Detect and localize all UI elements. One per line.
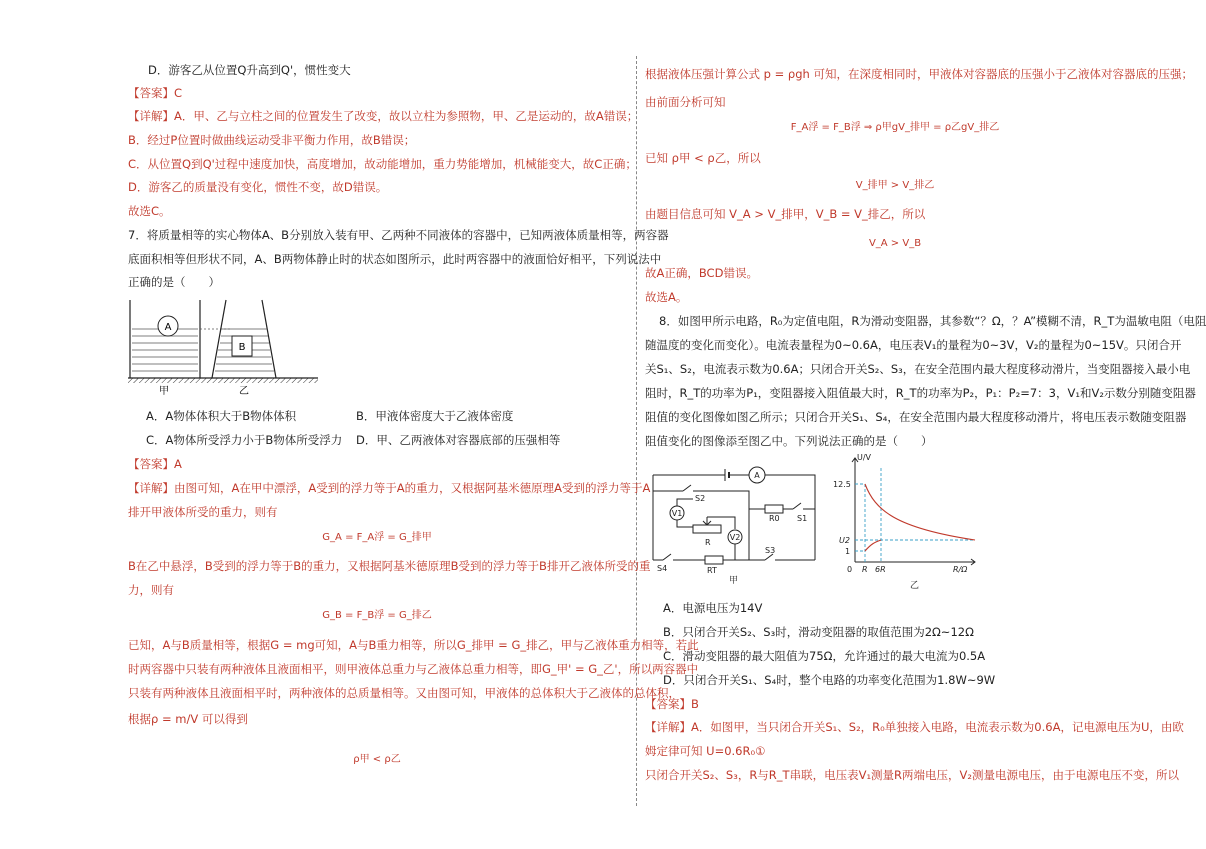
curve-v2 <box>865 540 881 551</box>
q8-stem-4: 阻时，R_T的功率为P₁，变阻器接入阻值最大时，R_T的功率为P₂，P₁：P₂=7：3，V₁和V₂示数分别随变阻器 <box>645 386 1196 400</box>
q8-stem-5: 阻值的变化图像如图乙所示；只闭合开关S₁、S₄，在安全范围内最大程度移动滑片，将电压表示数随变阻器 <box>645 410 1187 424</box>
q8-option-b: B．只闭合开关S₂、S₃时，滑动变阻器的取值范围为2Ω~12Ω <box>663 625 974 639</box>
ammeter-label: A <box>754 471 760 480</box>
q8-answer: 【答案】B <box>645 697 699 711</box>
q7-detail-pressure: 根据液体压强计算公式 p = ρgh 可知，在深度相同时，甲液体对容器底的压强小于乙液体对容器底的压强； <box>645 67 1193 81</box>
q8-detail-3: 只闭合开关S₂、S₃，R与R_T串联，电压表V₁测量R两端电压，V₂测量电源电压，由于电源电压不变，所以 <box>645 768 1180 782</box>
thermistor-rt-label: RT <box>707 566 717 575</box>
switch-s3-label: S3 <box>765 546 776 555</box>
q8-option-c: C．滑动变阻器的最大阻值为75Ω，允许通过的最大电流为0.5A <box>663 649 986 663</box>
rheostat-r-label: R <box>705 538 711 547</box>
q7-stem-1: 7．将质量相等的实心物体A、B分别放入装有甲、乙两种不同液体的容器中，已知两液体质量相等，两容器 <box>128 228 669 242</box>
tick-12-5: 12.5 <box>833 480 851 489</box>
q6-detail-d: D．游客乙的质量没有变化，惯性不变，故D错误。 <box>128 180 388 194</box>
q7-option-b: B．甲液体密度大于乙液体密度 <box>356 409 514 423</box>
q8-detail-1: 【详解】A．如图甲，当只闭合开关S₁、S₂，R₀单独接入电路，电流表示数为0.6A，记电源电压为U，由欧 <box>645 720 1184 734</box>
q6-answer: 【答案】C <box>128 86 183 100</box>
q7-option-d: D．甲、乙两液体对容器底部的压强相等 <box>356 433 561 447</box>
voltmeter-v2-label: V2 <box>729 533 741 542</box>
q7-detail-known-density: 已知 ρ甲 < ρ乙，所以 <box>645 151 761 165</box>
resistor-r0-label: R0 <box>769 514 780 523</box>
graph-y-label: U/V <box>857 453 872 462</box>
q7-conclusion: 故选A。 <box>645 290 688 304</box>
voltmeter-v1-label: V1 <box>671 509 683 518</box>
tick-u2: U2 <box>839 536 850 545</box>
q7-option-a: A．A物体体积大于B物体体积 <box>146 409 297 423</box>
graph-caption: 乙 <box>910 581 920 591</box>
label-yi: 乙 <box>239 386 249 397</box>
q8-option-d: D．只闭合开关S₁、S₄时，整个电路的功率变化范围为1.8W~9W <box>663 673 996 687</box>
q7-detail-2: 排开甲液体所受的重力，则有 <box>128 505 278 519</box>
q7-detail-5: 已知，A与B质量相等，根据G = mg可知，A与B重力相等，所以G_排甲 = G_排乙，甲与乙液体重力相等，若此 <box>128 638 699 652</box>
q7-detail-verdict: 故A正确，BCD错误。 <box>645 266 758 280</box>
q6-conclusion: 故选C。 <box>128 204 171 218</box>
switch-s2-label: S2 <box>695 494 706 503</box>
q7-detail-6: 时两容器中只装有两种液体且液面相平，则甲液体总重力与乙液体总重力相等，即G_甲' = G_乙'，所以两容器中 <box>128 662 699 676</box>
q8-stem-1: 8．如图甲所示电路，R₀为定值电阻，R为滑动变阻器，其参数“？Ω，？A”模糊不清，R_T为温敏电阻（电阻 <box>659 314 1206 328</box>
beaker-yi <box>212 300 276 378</box>
q7-stem-2: 底面积相等但形状不同，A、B两物体静止时的状态如图所示，此时两容器中的液面恰好相平，下列说法中 <box>128 252 662 266</box>
q6-detail-c: C．从位置Q到Q'过程中速度加快，高度增加，故动能增加，重力势能增加，机械能变大，故C正确； <box>128 157 637 171</box>
block-b-label: B <box>238 342 246 353</box>
q8-graph-figure <box>835 450 985 595</box>
q7-equation-2: G_B = F_B浮 = G_排乙 <box>322 610 432 621</box>
q7-detail-analysis: 由前面分析可知 <box>645 95 726 109</box>
q7-equation-3: ρ甲 < ρ乙 <box>353 754 401 765</box>
q7-detail-7: 只装有两种液体且液面相平时，两种液体的总质量相等。又由图可知，甲液体的总体积大于乙液体的总体积， <box>128 686 680 700</box>
label-jia: 甲 <box>159 386 169 397</box>
q7-detail-1: 【详解】由图可知，A在甲中漂浮，A受到的浮力等于A的重力，又根据阿基米德原理A受到的浮力等于A <box>128 481 651 495</box>
q8-detail-2: 姆定律可知 U=0.6R₀① <box>645 744 766 758</box>
q7-equation-result: V_A > V_B <box>868 238 922 249</box>
q6-detail-a: 【详解】A．甲、乙与立柱之间的位置发生了改变，故以立柱为参照物，甲、乙是运动的，故A错误； <box>128 109 639 123</box>
q7-equation-buoyancy: F_A浮 = F_B浮 ⇒ ρ甲gV_排甲 = ρ乙gV_排乙 <box>790 122 1000 133</box>
q7-answer: 【答案】A <box>128 457 182 471</box>
tick-6r: 6R <box>875 565 886 574</box>
q7-equation-volume: V_排甲 > V_排乙 <box>855 180 935 191</box>
q7-detail-4: 力，则有 <box>128 583 174 597</box>
q7-detail-8: 根据ρ = m/V 可以得到 <box>128 712 248 726</box>
q6-detail-b: B．经过P位置时做曲线运动受非平衡力作用，故B错误； <box>128 133 416 147</box>
q8-option-a: A．电源电压为14V <box>663 601 763 615</box>
tick-r: R <box>862 565 868 574</box>
q8-stem-3: 关S₁、S₂，电流表示数为0.6A；只闭合开关S₂、S₃，在安全范围内最大程度移动滑片，当变阻器接入最小电 <box>645 362 1191 376</box>
graph-x-label: R/Ω <box>953 565 968 574</box>
q8-circuit-figure <box>645 455 825 590</box>
q8-stem-2: 随温度的变化而变化）。电流表量程为0~0.6A，电压表V₁的量程为0~3V，V₂的量程为0~15V。只闭合开 <box>645 338 1182 352</box>
q7-equation-1: G_A = F_A浮 = G_排甲 <box>322 532 432 543</box>
curve-v1 <box>865 484 975 540</box>
q7-figure <box>128 292 318 398</box>
q7-detail-info: 由题目信息可知 V_A > V_排甲，V_B = V_排乙，所以 <box>645 207 926 221</box>
switch-s1-label: S1 <box>797 514 808 523</box>
q7-detail-3: B在乙中悬浮，B受到的浮力等于B的重力，又根据阿基米德原理B受到的浮力等于B排开乙液体所受的重 <box>128 559 651 573</box>
q8-stem-6: 阻值变化的图像添至图乙中。下列说法正确的是（ ） <box>645 434 933 448</box>
q7-stem-3: 正确的是（ ） <box>128 275 220 289</box>
tick-0: 0 <box>847 565 853 574</box>
ball-a-label: A <box>164 322 172 333</box>
beaker-jia <box>130 300 200 378</box>
switch-s4-label: S4 <box>657 564 668 573</box>
circuit-caption: 甲 <box>729 576 739 586</box>
q7-option-c: C．A物体所受浮力小于B物体所受浮力 <box>146 433 343 447</box>
tick-1: 1 <box>845 547 851 556</box>
q6-option-d: D．游客乙从位置Q升高到Q'，惯性变大 <box>148 63 351 77</box>
